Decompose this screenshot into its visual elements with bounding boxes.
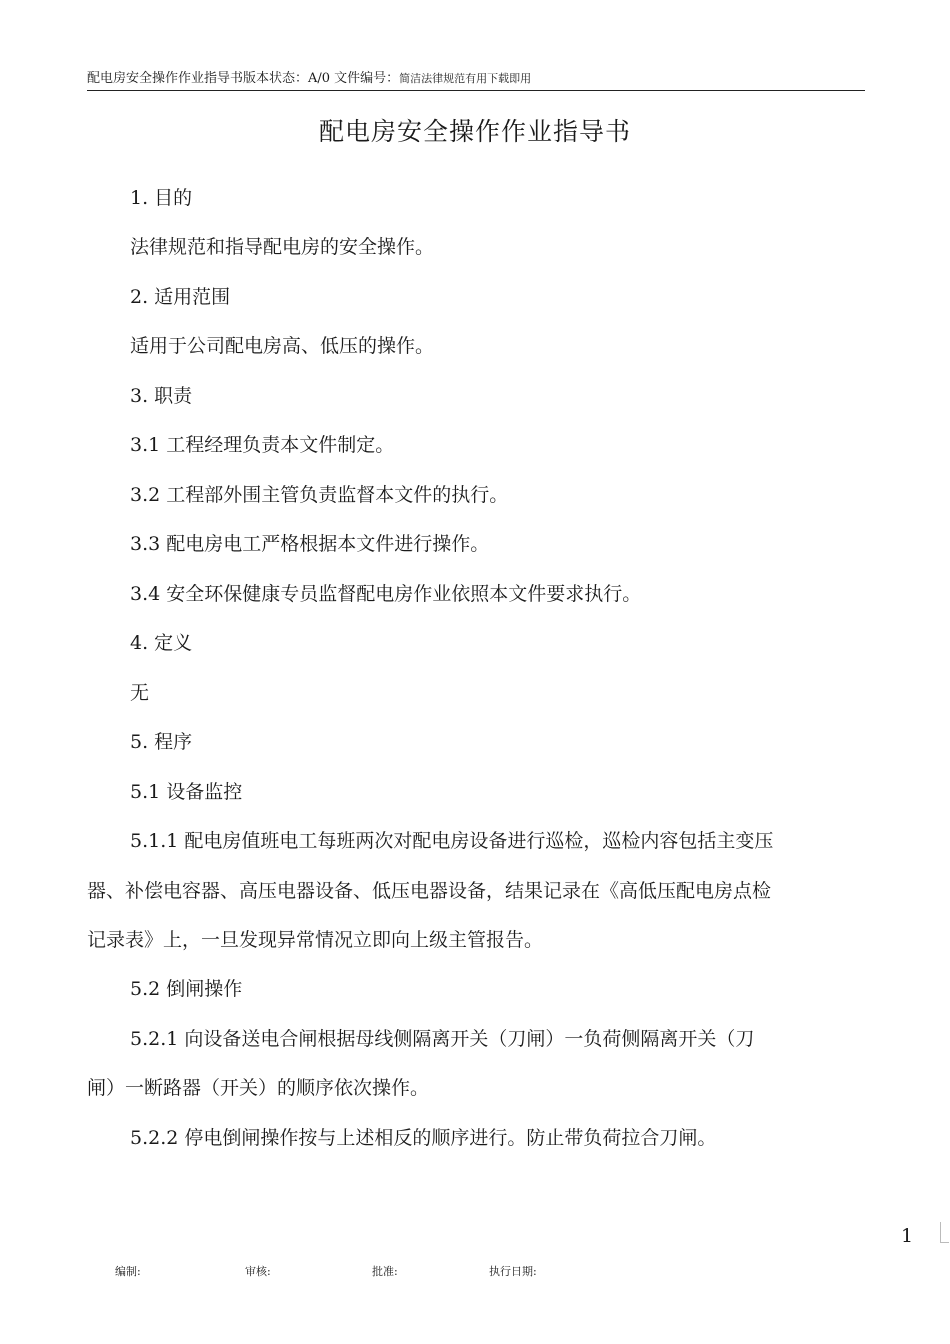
purpose-text: 法律规范和指导配电房的安全操作。 [130, 236, 435, 258]
footer-effective-date: 执行日期: [489, 1265, 537, 1278]
section-heading-purpose: 1. 目的 [130, 187, 193, 209]
subsection-heading-5-1: 5.1 设备监控 [130, 781, 243, 803]
definitions-text: 无 [130, 682, 150, 704]
responsibility-3-2: 3.2 工程部外围主管负责监督本文件的执行。 [130, 484, 509, 506]
page-number: 1 [901, 1225, 914, 1247]
page-corner-mark [940, 1222, 949, 1243]
clause-5-2-1-line1: 5.2.1 向设备送电合闸根据母线侧隔离开关（刀闸）一负荷侧隔离开关（刀 [130, 1028, 755, 1050]
clause-5-2-2: 5.2.2 停电倒闸操作按与上述相反的顺序进行。防止带负荷拉合刀闸。 [130, 1127, 717, 1149]
clause-5-2-1-line2: 闸）一断路器（开关）的顺序依次操作。 [87, 1077, 430, 1099]
scope-text: 适用于公司配电房高、低压的操作。 [130, 335, 435, 357]
section-heading-definitions: 4. 定义 [130, 632, 193, 654]
section-heading-scope: 2. 适用范围 [130, 286, 231, 308]
footer-reviewed-by: 审核: [245, 1265, 271, 1278]
section-heading-responsibilities: 3. 职责 [130, 385, 193, 407]
footer-approved-by: 批准: [372, 1265, 398, 1278]
document-title: 配电房安全操作作业指导书 [318, 117, 631, 146]
footer-prepared-by: 编制: [115, 1265, 141, 1278]
header-note: 简洁法律规范有用下载即用 [399, 72, 532, 85]
header-text: 配电房安全操作作业指导书版本状态：A/0 文件编号： [87, 71, 400, 86]
page-header [87, 70, 865, 91]
responsibility-3-4: 3.4 安全环保健康专员监督配电房作业依照本文件要求执行。 [130, 583, 642, 605]
clause-5-1-1-line3: 记录表》上，一旦发现异常情况立即向上级主管报告。 [87, 929, 544, 951]
clause-5-1-1-line1: 5.1.1 配电房值班电工每班两次对配电房设备进行巡检，巡检内容包括主变压 [130, 830, 774, 852]
subsection-heading-5-2: 5.2 倒闸操作 [130, 978, 243, 1000]
section-heading-procedure: 5. 程序 [130, 731, 193, 753]
responsibility-3-3: 3.3 配电房电工严格根据本文件进行操作。 [130, 533, 490, 555]
clause-5-1-1-line2: 器、补偿电容器、高压电器设备、低压电器设备，结果记录在《高低压配电房点检 [87, 880, 772, 902]
responsibility-3-1: 3.1 工程经理负责本文件制定。 [130, 434, 395, 456]
